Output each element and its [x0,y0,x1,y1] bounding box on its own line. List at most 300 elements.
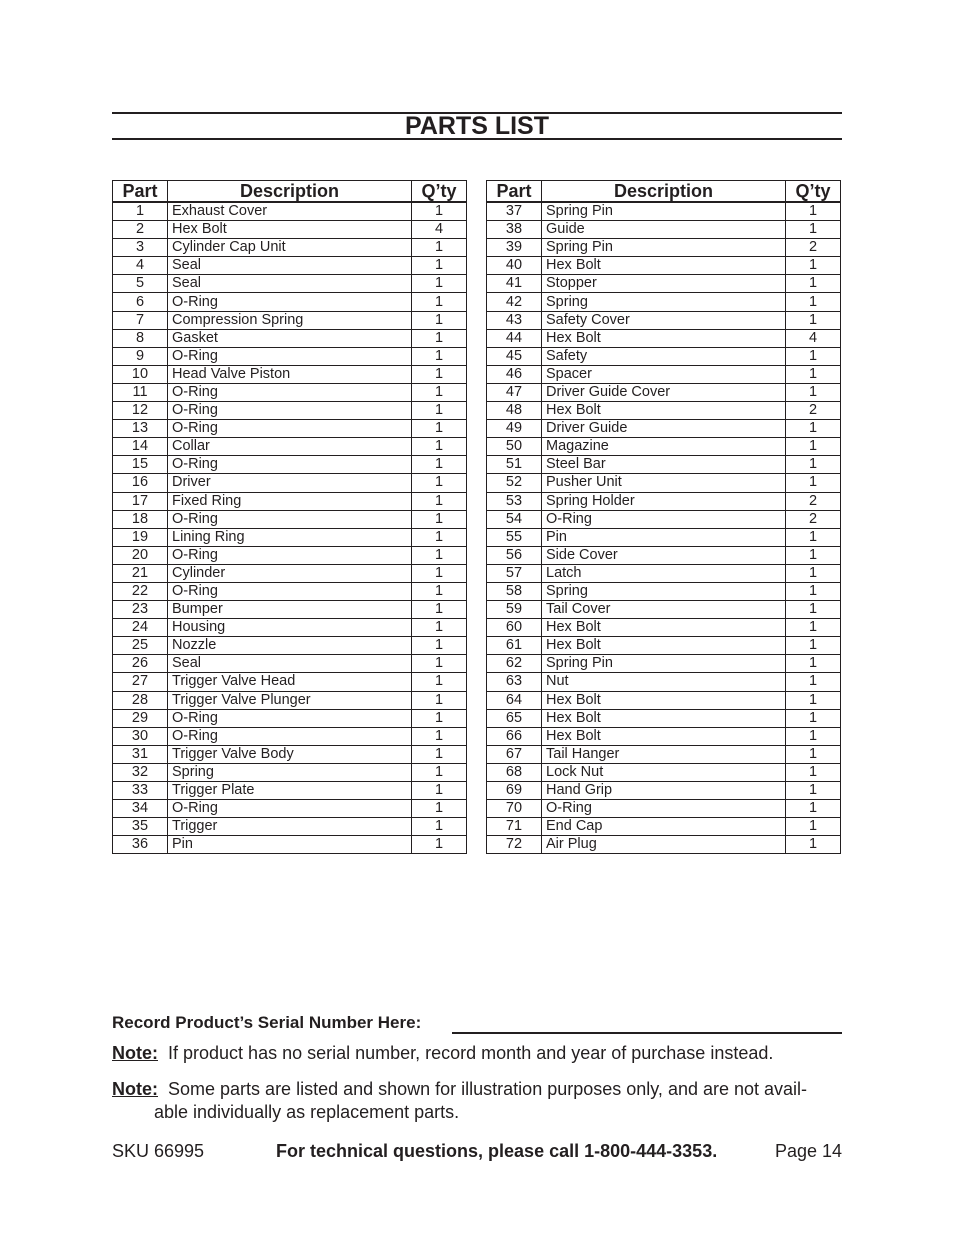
table-row [113,709,467,727]
cell-description: Trigger Plate [168,782,412,800]
cell-qty: 1 [786,836,841,854]
table-row [113,221,467,239]
cell-description: Fixed Ring [168,492,412,510]
table-row [487,239,841,257]
cell-qty: 1 [412,456,467,474]
cell-qty: 1 [412,528,467,546]
cell-qty: 1 [412,546,467,564]
cell-part: 62 [487,655,542,673]
cell-description: Spring [542,582,786,600]
cell-qty: 1 [412,582,467,600]
cell-part: 3 [113,239,168,257]
cell-description: Guide [542,221,786,239]
table-row [113,691,467,709]
cell-part: 70 [487,800,542,818]
cell-description: Trigger [168,818,412,836]
cell-part: 48 [487,402,542,420]
cell-qty: 1 [786,582,841,600]
header-description: Description [542,181,786,203]
cell-description: Nozzle [168,637,412,655]
cell-qty: 1 [786,673,841,691]
cell-qty: 1 [412,637,467,655]
cell-description: Spacer [542,365,786,383]
cell-part: 39 [487,239,542,257]
cell-part: 28 [113,691,168,709]
cell-description: Lining Ring [168,528,412,546]
cell-part: 63 [487,673,542,691]
cell-part: 26 [113,655,168,673]
table-row [113,347,467,365]
cell-part: 38 [487,221,542,239]
cell-description: O-Ring [168,293,412,311]
cell-part: 49 [487,420,542,438]
cell-qty: 1 [412,709,467,727]
cell-qty: 1 [412,601,467,619]
cell-description: Pusher Unit [542,474,786,492]
note-label: Note: [112,1043,158,1063]
table-row [113,438,467,456]
cell-qty: 1 [412,293,467,311]
cell-qty: 1 [786,546,841,564]
cell-part: 23 [113,601,168,619]
cell-description: Trigger Valve Head [168,673,412,691]
cell-part: 22 [113,582,168,600]
cell-part: 21 [113,564,168,582]
cell-qty: 1 [786,474,841,492]
cell-qty: 1 [786,564,841,582]
cell-part: 11 [113,383,168,401]
cell-description: Gasket [168,329,412,347]
table-row [113,492,467,510]
note-parts [112,1078,842,1124]
cell-part: 34 [113,800,168,818]
cell-qty: 1 [786,438,841,456]
cell-description: Spring Pin [542,239,786,257]
cell-part: 33 [113,782,168,800]
cell-part: 12 [113,402,168,420]
table-row [487,456,841,474]
cell-part: 35 [113,818,168,836]
cell-description: Safety Cover [542,311,786,329]
table-row [487,293,841,311]
cell-description: Bumper [168,601,412,619]
cell-description: Air Plug [542,836,786,854]
cell-qty: 1 [412,818,467,836]
table-row [113,528,467,546]
cell-description: O-Ring [168,727,412,745]
table-row [487,383,841,401]
cell-qty: 1 [412,673,467,691]
cell-description: Latch [542,564,786,582]
cell-qty: 1 [412,402,467,420]
cell-description: Safety [542,347,786,365]
cell-description: Trigger Valve Plunger [168,691,412,709]
cell-description: O-Ring [168,582,412,600]
table-header-row [113,181,467,203]
header-qty: Q’ty [412,181,467,203]
cell-qty: 1 [786,782,841,800]
cell-description: Spring Pin [542,655,786,673]
cell-description: Tail Hanger [542,745,786,763]
cell-description: Spring Pin [542,202,786,221]
note-text-line2: able individually as replacement parts. [154,1102,460,1122]
cell-description: O-Ring [542,510,786,528]
table-row [487,365,841,383]
cell-qty: 1 [786,709,841,727]
cell-qty: 1 [786,727,841,745]
table-row [113,619,467,637]
table-row [487,763,841,781]
cell-part: 18 [113,510,168,528]
cell-part: 43 [487,311,542,329]
table-row [113,582,467,600]
table-row [113,456,467,474]
cell-description: Cylinder Cap Unit [168,239,412,257]
table-row [487,474,841,492]
table-row [113,727,467,745]
cell-description: O-Ring [168,347,412,365]
serial-number-line [452,1032,842,1034]
table-row [487,582,841,600]
cell-part: 20 [113,546,168,564]
cell-part: 6 [113,293,168,311]
table-row [113,745,467,763]
cell-part: 55 [487,528,542,546]
cell-qty: 1 [412,691,467,709]
cell-description: Side Cover [542,546,786,564]
cell-qty: 1 [786,275,841,293]
cell-part: 45 [487,347,542,365]
cell-description: Spring Holder [542,492,786,510]
cell-description: Trigger Valve Body [168,745,412,763]
cell-qty: 1 [412,619,467,637]
table-row [487,564,841,582]
cell-qty: 1 [786,601,841,619]
cell-qty: 1 [412,655,467,673]
cell-part: 52 [487,474,542,492]
cell-part: 8 [113,329,168,347]
cell-qty: 1 [412,745,467,763]
table-row [113,673,467,691]
table-row [487,420,841,438]
cell-description: Collar [168,438,412,456]
table-row [113,763,467,781]
cell-description: O-Ring [168,546,412,564]
cell-description: Pin [542,528,786,546]
cell-part: 46 [487,365,542,383]
cell-qty: 1 [412,438,467,456]
cell-description: Hand Grip [542,782,786,800]
cell-description: O-Ring [168,456,412,474]
cell-description: Seal [168,655,412,673]
cell-qty: 1 [786,745,841,763]
cell-qty: 1 [412,782,467,800]
table-row [487,601,841,619]
cell-part: 40 [487,257,542,275]
header-description: Description [168,181,412,203]
cell-part: 47 [487,383,542,401]
cell-qty: 1 [412,202,467,221]
table-row [487,221,841,239]
cell-qty: 1 [412,474,467,492]
cell-part: 60 [487,619,542,637]
cell-part: 37 [487,202,542,221]
cell-description: Seal [168,275,412,293]
cell-part: 72 [487,836,542,854]
cell-part: 67 [487,745,542,763]
cell-part: 32 [113,763,168,781]
table-row [113,800,467,818]
table-row [487,257,841,275]
cell-description: Driver Guide [542,420,786,438]
cell-description: Compression Spring [168,311,412,329]
parts-table-left [112,180,467,854]
table-row [113,637,467,655]
cell-part: 65 [487,709,542,727]
cell-description: Exhaust Cover [168,202,412,221]
cell-part: 2 [113,221,168,239]
cell-part: 54 [487,510,542,528]
table-row [113,782,467,800]
cell-description: Housing [168,619,412,637]
table-row [113,311,467,329]
cell-description: Hex Bolt [542,257,786,275]
table-row [113,601,467,619]
cell-description: Nut [542,673,786,691]
cell-qty: 4 [412,221,467,239]
cell-qty: 1 [412,365,467,383]
serial-number-label: Record Product’s Serial Number Here: [112,1013,422,1032]
cell-qty: 1 [786,311,841,329]
cell-qty: 1 [412,727,467,745]
cell-qty: 2 [786,492,841,510]
cell-part: 30 [113,727,168,745]
table-row [487,347,841,365]
cell-part: 25 [113,637,168,655]
cell-part: 19 [113,528,168,546]
cell-description: Spring [168,763,412,781]
cell-qty: 1 [412,347,467,365]
table-row [487,329,841,347]
cell-qty: 1 [786,420,841,438]
parts-table-right [486,180,841,854]
table-row [113,329,467,347]
table-row [113,257,467,275]
table-row [113,202,467,221]
cell-part: 53 [487,492,542,510]
cell-part: 14 [113,438,168,456]
cell-qty: 1 [786,800,841,818]
cell-description: Hex Bolt [542,709,786,727]
cell-qty: 1 [786,365,841,383]
table-row [487,800,841,818]
table-row [113,564,467,582]
cell-description: Head Valve Piston [168,365,412,383]
table-row [113,836,467,854]
cell-qty: 1 [786,637,841,655]
cell-part: 10 [113,365,168,383]
note-serial [112,1042,842,1065]
cell-description: Lock Nut [542,763,786,781]
cell-part: 5 [113,275,168,293]
cell-description: End Cap [542,818,786,836]
cell-part: 71 [487,818,542,836]
table-row [113,546,467,564]
cell-description: Magazine [542,438,786,456]
cell-qty: 1 [786,347,841,365]
cell-qty: 1 [412,239,467,257]
cell-qty: 1 [412,329,467,347]
cell-description: O-Ring [542,800,786,818]
cell-description: Hex Bolt [542,691,786,709]
header-qty: Q’ty [786,181,841,203]
note-text: If product has no serial number, record month and year of purchase instead. [168,1043,774,1063]
cell-part: 44 [487,329,542,347]
cell-part: 61 [487,637,542,655]
table-row [113,420,467,438]
cell-qty: 1 [412,836,467,854]
cell-qty: 1 [786,383,841,401]
header-part: Part [487,181,542,203]
table-row [487,438,841,456]
cell-part: 7 [113,311,168,329]
cell-description: Hex Bolt [542,727,786,745]
table-row [487,655,841,673]
table-row [487,836,841,854]
table-row [487,402,841,420]
cell-qty: 1 [786,202,841,221]
table-row [487,709,841,727]
table-row [113,474,467,492]
cell-part: 24 [113,619,168,637]
cell-qty: 2 [786,239,841,257]
table-row [113,402,467,420]
cell-qty: 1 [412,420,467,438]
cell-qty: 1 [412,257,467,275]
cell-qty: 1 [786,221,841,239]
cell-qty: 1 [412,763,467,781]
cell-description: Hex Bolt [542,329,786,347]
cell-part: 56 [487,546,542,564]
cell-qty: 1 [412,492,467,510]
cell-description: Hex Bolt [542,637,786,655]
cell-qty: 1 [412,383,467,401]
table-row [487,492,841,510]
cell-part: 58 [487,582,542,600]
table-row [113,365,467,383]
table-row [487,546,841,564]
table-row [487,818,841,836]
cell-description: Stopper [542,275,786,293]
cell-description: Hex Bolt [542,402,786,420]
cell-part: 36 [113,836,168,854]
cell-description: Seal [168,257,412,275]
cell-part: 68 [487,763,542,781]
table-row [487,311,841,329]
cell-description: Tail Cover [542,601,786,619]
cell-description: O-Ring [168,383,412,401]
table-row [487,782,841,800]
cell-part: 16 [113,474,168,492]
footer-sku: SKU 66995 [112,1141,205,1161]
cell-qty: 2 [786,510,841,528]
title-rule [112,112,842,140]
table-row [487,637,841,655]
cell-part: 1 [113,202,168,221]
cell-part: 42 [487,293,542,311]
cell-description: O-Ring [168,709,412,727]
cell-description: O-Ring [168,800,412,818]
cell-description: O-Ring [168,510,412,528]
header-part: Part [113,181,168,203]
cell-description: Pin [168,836,412,854]
table-row [487,673,841,691]
cell-description: Cylinder [168,564,412,582]
table-row [487,727,841,745]
cell-description: Driver [168,474,412,492]
cell-part: 13 [113,420,168,438]
table-row [487,745,841,763]
table-row [487,691,841,709]
cell-description: Hex Bolt [168,221,412,239]
page-title: PARTS LIST [405,112,549,140]
cell-qty: 1 [786,763,841,781]
cell-qty: 1 [412,275,467,293]
cell-part: 64 [487,691,542,709]
cell-description: Spring [542,293,786,311]
table-row [113,655,467,673]
cell-description: Driver Guide Cover [542,383,786,401]
cell-qty: 1 [412,311,467,329]
cell-part: 51 [487,456,542,474]
cell-description: Steel Bar [542,456,786,474]
table-row [113,383,467,401]
note-text-line1: Some parts are listed and shown for illustration purposes only, and are not avail- [168,1079,808,1099]
table-row [113,510,467,528]
table-row [113,818,467,836]
cell-qty: 1 [786,528,841,546]
table-row [487,619,841,637]
cell-part: 29 [113,709,168,727]
cell-qty: 1 [786,619,841,637]
cell-qty: 1 [412,800,467,818]
cell-part: 69 [487,782,542,800]
table-row [487,202,841,221]
table-row [113,239,467,257]
cell-qty: 1 [786,691,841,709]
cell-qty: 1 [786,293,841,311]
cell-part: 41 [487,275,542,293]
cell-part: 66 [487,727,542,745]
cell-qty: 1 [786,456,841,474]
cell-part: 4 [113,257,168,275]
cell-qty: 1 [786,655,841,673]
cell-part: 17 [113,492,168,510]
cell-part: 59 [487,601,542,619]
cell-part: 9 [113,347,168,365]
table-row [113,275,467,293]
cell-part: 27 [113,673,168,691]
cell-qty: 1 [786,257,841,275]
table-row [487,528,841,546]
cell-part: 57 [487,564,542,582]
cell-part: 50 [487,438,542,456]
note-label: Note: [112,1079,158,1099]
cell-part: 15 [113,456,168,474]
footer-page-number: Page 14 [774,1141,842,1161]
footer-tech-support: For technical questions, please call 1-800-444-3353. [276,1141,718,1161]
cell-description: O-Ring [168,420,412,438]
